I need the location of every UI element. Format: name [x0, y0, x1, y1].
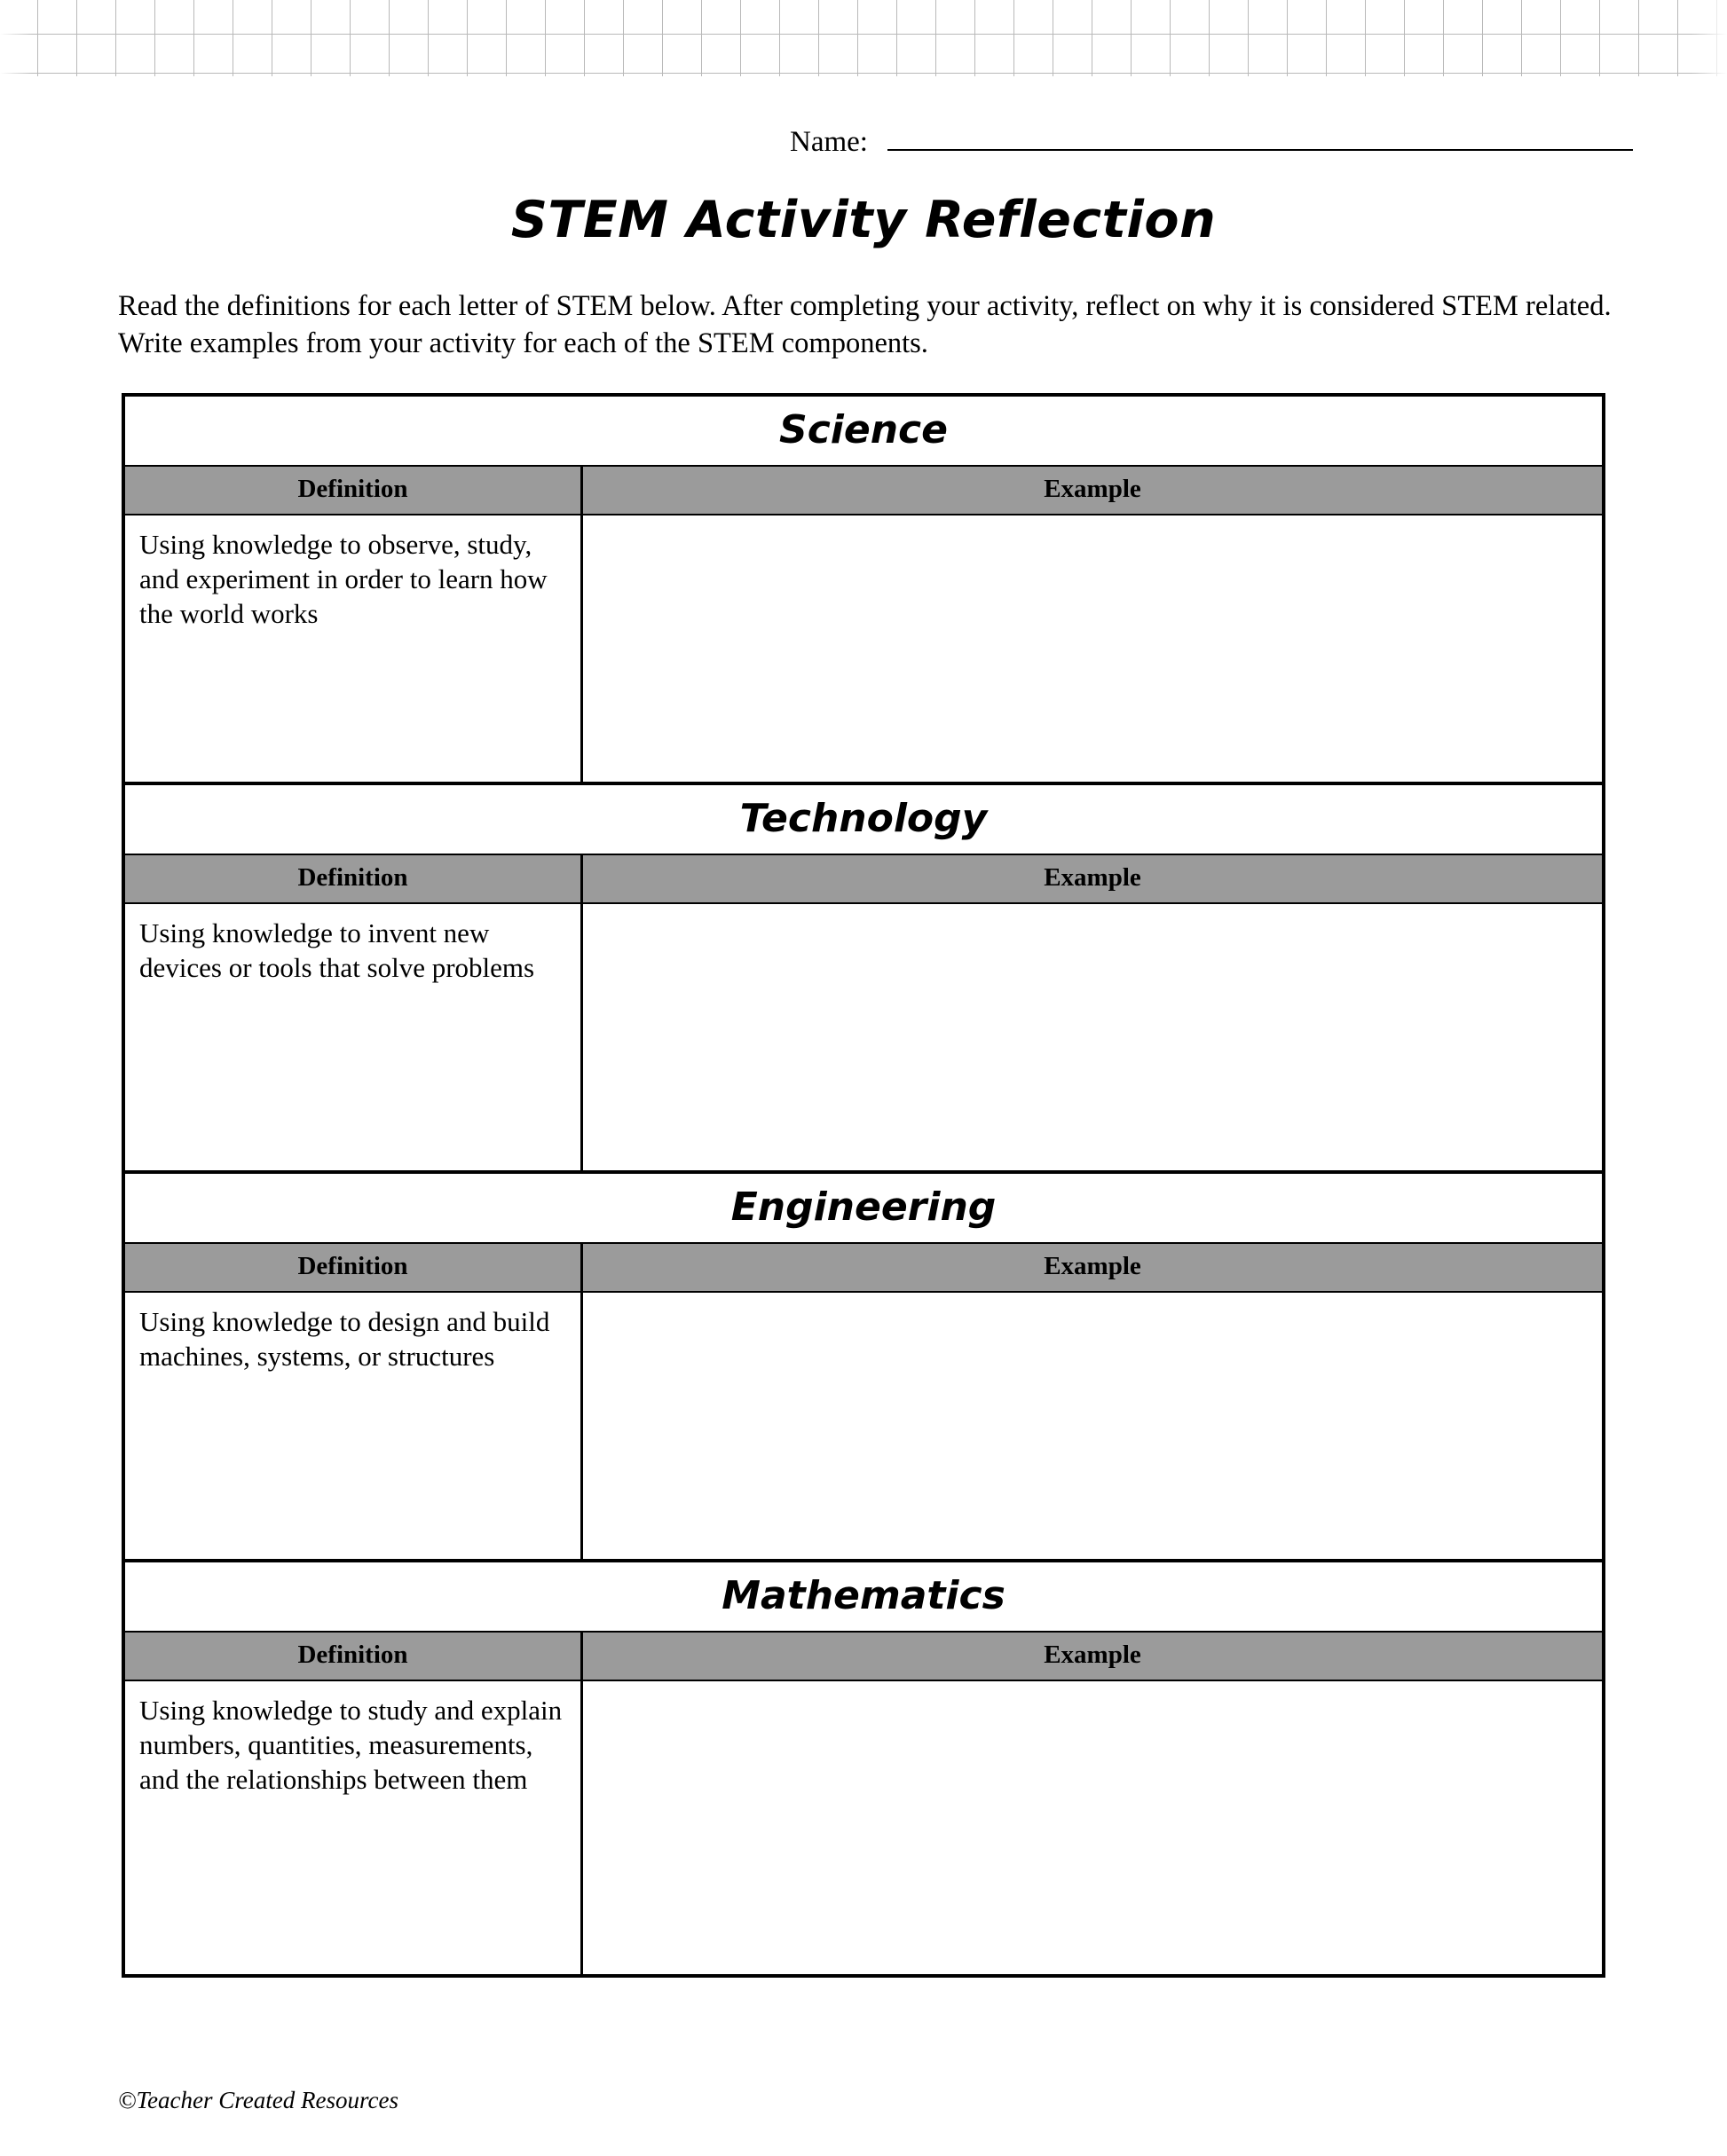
- stem-sections-table: [122, 393, 1605, 1978]
- section-title-mathematics: Mathematics: [125, 1562, 1602, 1631]
- section-header-technology: [125, 854, 1602, 904]
- section-title-engineering: Engineering: [125, 1174, 1602, 1242]
- column-header-example: Example: [583, 1633, 1602, 1680]
- section-header-mathematics: [125, 1631, 1602, 1681]
- page-title: STEM Activity Reflection: [510, 191, 1217, 249]
- column-header-definition: Definition: [125, 1244, 583, 1291]
- section-body-technology: [125, 904, 1602, 1170]
- section-technology: [125, 785, 1602, 1174]
- column-header-definition: Definition: [125, 467, 583, 514]
- section-body-science: [125, 515, 1602, 782]
- definition-cell-mathematics: Using knowledge to study and explain numbers, quantities, measurements, and the relationships between them: [125, 1681, 583, 1974]
- example-cell-technology[interactable]: [583, 904, 1602, 1170]
- column-header-definition: Definition: [125, 1633, 583, 1680]
- example-cell-engineering[interactable]: [583, 1293, 1602, 1559]
- column-header-example: Example: [583, 467, 1602, 514]
- column-header-example: Example: [583, 1244, 1602, 1291]
- section-engineering: [125, 1174, 1602, 1562]
- example-cell-science[interactable]: [583, 515, 1602, 782]
- footer-copyright: ©Teacher Created Resources: [118, 2087, 398, 2113]
- column-header-definition: Definition: [125, 855, 583, 902]
- section-body-mathematics: [125, 1681, 1602, 1974]
- section-title-science: Science: [125, 397, 1602, 465]
- section-title-technology: Technology: [125, 785, 1602, 854]
- definition-cell-engineering: Using knowledge to design and build machines, systems, or structures: [125, 1293, 583, 1559]
- section-body-engineering: [125, 1293, 1602, 1559]
- name-label: Name:: [790, 126, 868, 158]
- section-science: [125, 397, 1602, 785]
- section-mathematics: [125, 1562, 1602, 1974]
- instructions-text: Read the definitions for each letter of STEM below. After completing your activity, reflect on why it is considered STEM related. Write examples from your activity for each of the STEM components.: [118, 290, 1612, 359]
- definition-cell-science: Using knowledge to observe, study, and experiment in order to learn how the world works: [125, 515, 583, 782]
- section-header-engineering: [125, 1242, 1602, 1293]
- name-row: [790, 126, 1633, 159]
- example-cell-mathematics[interactable]: [583, 1681, 1602, 1974]
- definition-cell-technology: Using knowledge to invent new devices or tools that solve problems: [125, 904, 583, 1170]
- name-write-line[interactable]: [887, 126, 1633, 151]
- section-header-science: [125, 465, 1602, 515]
- column-header-example: Example: [583, 855, 1602, 902]
